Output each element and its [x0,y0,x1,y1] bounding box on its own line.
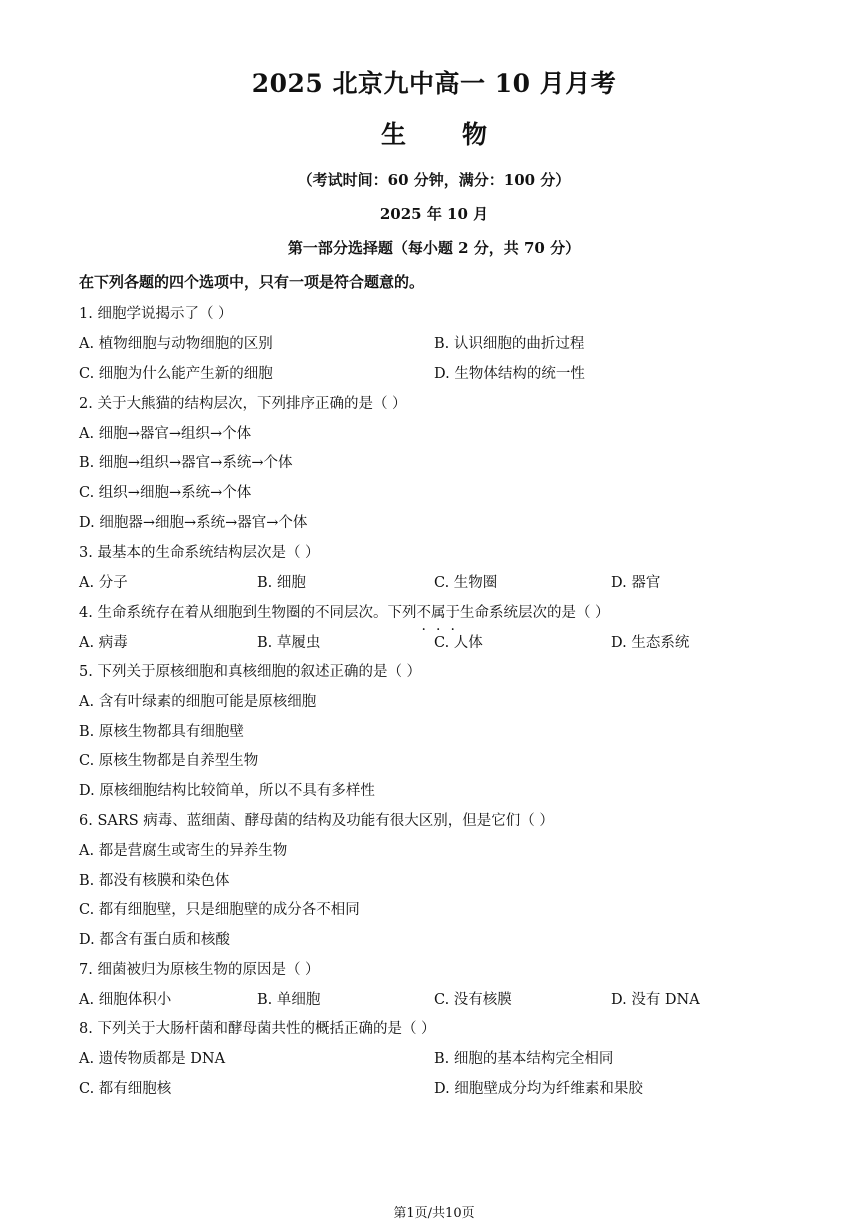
subject-char-1: 生 [380,120,406,149]
option-c: C. 都有细胞核 [79,1081,172,1097]
option-d: D. 细胞器→细胞→系统→器官→个体 [79,515,308,531]
emphasis-char: 于 [445,605,460,621]
instructions: 在下列各题的四个选项中，只有一项是符合题意的。 [79,273,425,291]
subject-char-2: 物 [462,120,488,149]
section-title: 第一部分选择题（每小题 2 分，共 70 分） [287,239,581,257]
question-stem [79,602,610,624]
question-stem: 2. 关于大熊猫的结构层次，下列排序正确的是（ ） [79,396,407,412]
question-stem: 6. SARS 病毒、蓝细菌、酵母菌的结构及功能有很大区别，但是它们（ ） [79,813,554,829]
page-number: 第1页/共10页 [393,1206,475,1221]
option-d: D. 生态系统 [611,635,690,651]
option-a: A. 都是营腐生或寄生的异养生物 [79,843,288,859]
option-b: B. 都没有核膜和染色体 [79,873,230,889]
option-c: C. 组织→细胞→系统→个体 [79,485,252,501]
option-d: D. 没有 DNA [611,992,700,1008]
option-a: A. 分子 [79,575,128,591]
option-d: D. 原核细胞结构比较简单，所以不具有多样性 [79,783,375,799]
question-stem: 8. 下列关于大肠杆菌和酵母菌共性的概括正确的是（ ） [79,1021,436,1037]
option-d: D. 器官 [611,575,661,591]
option-a: A. 细胞体积小 [79,992,172,1008]
option-c: C. 没有核膜 [434,992,512,1008]
option-c: C. 生物圈 [434,575,498,591]
option-a: A. 遗传物质都是 DNA [79,1051,226,1067]
subject-heading [0,117,868,153]
option-d: D. 生物体结构的统一性 [434,366,585,382]
option-c: C. 都有细胞壁，只是细胞壁的成分各不相同 [79,902,360,918]
question-stem: 7. 细菌被归为原核生物的原因是（ ） [79,962,320,978]
option-a: A. 细胞→器官→组织→个体 [79,426,252,442]
option-b: B. 细胞 [257,575,306,591]
option-c: C. 原核生物都是自养型生物 [79,753,259,769]
exam-date: 2025 年 10 月 [379,205,489,223]
stem-text: 4. 生命系统存在着从细胞到生物圈的不同层次。下列 [79,605,417,621]
option-b: B. 原核生物都具有细胞壁 [79,724,244,740]
question-stem: 1. 细胞学说揭示了（ ） [79,306,233,322]
option-b: B. 草履虫 [257,635,321,651]
option-b: B. 单细胞 [257,992,321,1008]
emphasis-char: 不 [416,605,431,621]
option-c: C. 细胞为什么能产生新的细胞 [79,366,273,382]
exam-info: （考试时间：60 分钟，满分：100 分） [297,171,571,189]
emphasis-char: 属 [430,605,446,621]
option-d: D. 都含有蛋白质和核酸 [79,932,230,948]
emphasis-text [416,605,460,621]
question-stem: 3. 最基本的生命系统结构层次是（ ） [79,545,320,561]
option-b: B. 细胞→组织→器官→系统→个体 [79,455,293,471]
stem-text: 生命系统层次的是（ ） [459,605,610,621]
option-a: A. 植物细胞与动物细胞的区别 [79,336,273,352]
option-a: A. 含有叶绿素的细胞可能是原核细胞 [79,694,317,710]
question-stem: 5. 下列关于原核细胞和真核细胞的叙述正确的是（ ） [79,664,422,680]
option-d: D. 细胞壁成分均为纤维素和果胶 [434,1081,643,1097]
option-b: B. 认识细胞的曲折过程 [434,336,585,352]
option-b: B. 细胞的基本结构完全相同 [434,1051,614,1067]
option-a: A. 病毒 [79,635,128,651]
exam-title: 2025 北京九中高一 10 月月考 [251,69,617,98]
option-c: C. 人体 [434,635,483,651]
